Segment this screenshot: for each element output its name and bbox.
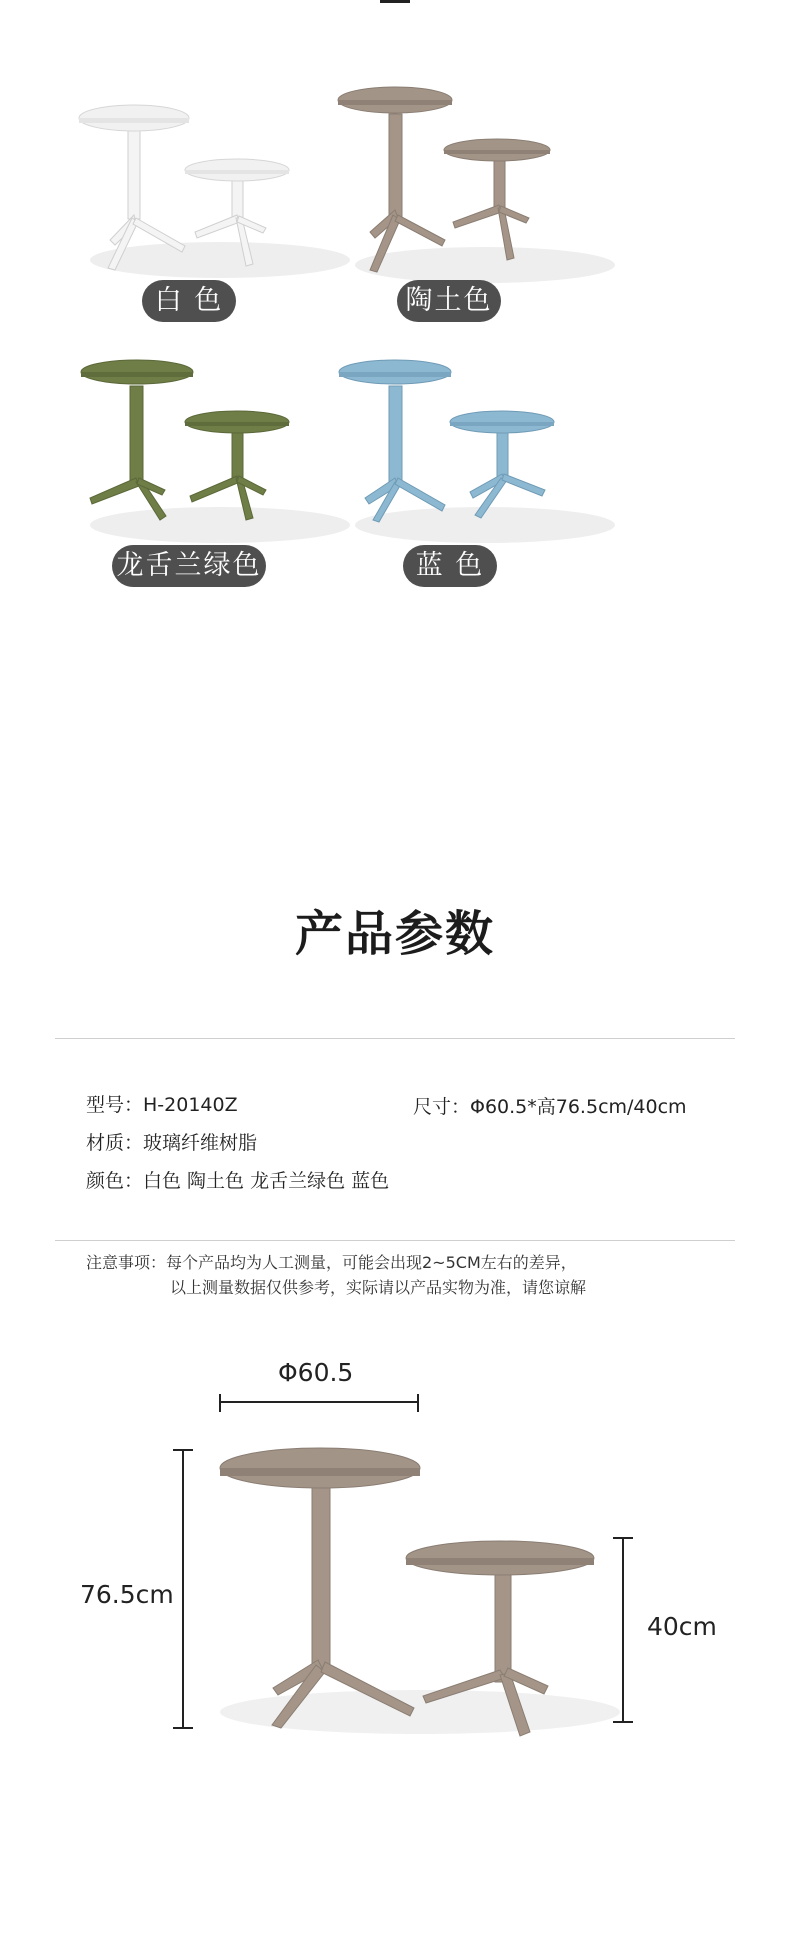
table-pair-terracotta-illustration [335, 80, 635, 310]
variant-label: 龙舌兰绿色 [112, 545, 266, 587]
divider-top [55, 1038, 735, 1039]
variant-label: 陶土色 [397, 280, 501, 322]
variant-blue [335, 350, 635, 670]
note-line-1: 注意事项：每个产品均为人工测量，可能会出现2~5CM左右的差异， [86, 1253, 577, 1272]
spec-model: 型号：H-20140Z [86, 1094, 238, 1116]
top-divider-tick [380, 0, 410, 3]
dimension-height-short: 40cm [647, 1612, 717, 1641]
dimension-diagram [0, 1340, 790, 1760]
note-line-2: 以上测量数据仅供参考，实际请以产品实物为准，请您谅解 [170, 1278, 587, 1297]
variant-green [70, 350, 370, 670]
spec-size: 尺寸：Φ60.5*高76.5cm/40cm [413, 1096, 687, 1118]
variant-label: 蓝 色 [403, 545, 497, 587]
section-title: 产品参数 [294, 906, 495, 962]
spec-colors: 颜色：白色 陶土色 龙舌兰绿色 蓝色 [86, 1170, 390, 1192]
spec-material: 材质：玻璃纤维树脂 [86, 1132, 258, 1154]
variant-label: 白 色 [142, 280, 236, 322]
divider-bottom [55, 1240, 735, 1241]
table-pair-white-illustration [70, 80, 370, 310]
dimension-diameter: Φ60.5 [278, 1358, 354, 1387]
table-pair-blue-illustration [335, 350, 635, 580]
dimension-height-tall: 76.5cm [80, 1580, 174, 1609]
